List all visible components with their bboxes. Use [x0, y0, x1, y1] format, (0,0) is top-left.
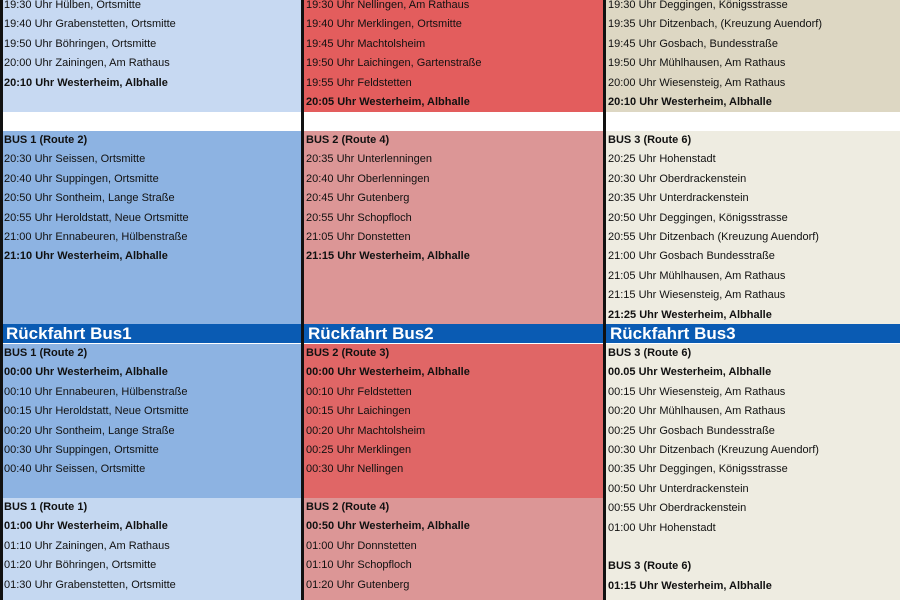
band-title-bus2: Rückfahrt Bus2 — [308, 324, 434, 343]
timetable-row: 00:35 Uhr Deggingen, Königsstrasse — [608, 463, 788, 476]
timetable-row: 01:20 Uhr Böhringen, Ortsmitte — [4, 559, 157, 572]
timetable-row: BUS 3 (Route 6) — [608, 134, 692, 146]
bus1-rueck-route1 — [2, 498, 302, 600]
timetable-row: 00:20 Uhr Mühlhausen, Am Rathaus — [608, 405, 786, 418]
timetable-row: 00:30 Uhr Nellingen — [306, 463, 404, 476]
band-title-bus1: Rückfahrt Bus1 — [6, 324, 132, 343]
timetable-row: 21:25 Uhr Westerheim, Albhalle — [608, 308, 772, 321]
timetable-row: 20:25 Uhr Hohenstadt — [608, 153, 716, 166]
timetable-row: 00:25 Uhr Merklingen — [306, 443, 412, 456]
timetable-row: 00:15 Uhr Heroldstatt, Neue Ortsmitte — [4, 405, 189, 418]
band-title-bus3: Rückfahrt Bus3 — [610, 324, 736, 343]
divider-left — [0, 0, 3, 600]
rueckfahrt-band — [0, 324, 900, 343]
timetable-row: 21:15 Uhr Wiesensteig, Am Rathaus — [608, 289, 786, 302]
timetable-row: 19:45 Uhr Machtolsheim — [306, 37, 426, 50]
timetable-row: 21:00 Uhr Gosbach Bundesstraße — [608, 250, 775, 263]
timetable-row: 00:30 Uhr Ditzenbach (Kreuzung Auendorf) — [608, 443, 819, 456]
timetable-row: 20:40 Uhr Oberlenningen — [306, 172, 430, 185]
timetable-row: 21:00 Uhr Ennabeuren, Hülbenstraße — [4, 230, 188, 243]
timetable-row: 21:05 Uhr Mühlhausen, Am Rathaus — [608, 269, 786, 282]
timetable-row: 00:40 Uhr Seissen, Ortsmitte — [4, 463, 146, 476]
bus2-hin-top — [304, 0, 604, 112]
timetable-row: 19:55 Uhr Feldstetten — [306, 76, 412, 89]
timetable-row: 01:20 Uhr Gutenberg — [306, 578, 410, 591]
timetable-row: BUS 3 (Route 6) — [608, 347, 692, 359]
timetable-row: 20:55 Uhr Schopfloch — [306, 211, 412, 224]
divider-2 — [603, 0, 606, 600]
timetable-row: 20:10 Uhr Westerheim, Albhalle — [608, 95, 772, 108]
timetable-row: 19:50 Uhr Mühlhausen, Am Rathaus — [608, 57, 786, 70]
bus1-hin-route2 — [2, 131, 302, 324]
timetable-row: 20:00 Uhr Wiesensteig, Am Rathaus — [608, 76, 786, 89]
timetable-row: 20:55 Uhr Ditzenbach (Kreuzung Auendorf) — [608, 230, 819, 243]
timetable-row: BUS 1 (Route 2) — [4, 134, 88, 146]
timetable-row: 19:35 Uhr Ditzenbach, (Kreuzung Auendorf) — [608, 18, 823, 31]
timetable-row: 20:05 Uhr Westerheim, Albhalle — [306, 95, 470, 108]
timetable-row: 01:00 Uhr Hohenstadt — [608, 521, 716, 534]
bus3-hin-top — [606, 0, 900, 112]
timetable-row: 01:10 Uhr Zainingen, Am Rathaus — [4, 539, 170, 552]
timetable-row: 19:50 Uhr Böhringen, Ortsmitte — [4, 37, 157, 50]
timetable-row: 01:15 Uhr Westerheim, Albhalle — [608, 579, 772, 592]
timetable-row: 19:45 Uhr Gosbach, Bundesstraße — [608, 37, 778, 50]
timetable-row: 01:30 Uhr Grabenstetten, Ortsmitte — [4, 578, 176, 591]
timetable-row: 00:10 Uhr Ennabeuren, Hülbenstraße — [4, 385, 188, 398]
timetable-row: 19:40 Uhr Merklingen, Ortsmitte — [306, 18, 462, 31]
timetable-row: 00:20 Uhr Machtolsheim — [306, 424, 426, 437]
timetable-row: 19:40 Uhr Grabenstetten, Ortsmitte — [4, 18, 176, 31]
timetable-row: 00.05 Uhr Westerheim, Albhalle — [608, 366, 772, 379]
timetable-row: BUS 2 (Route 3) — [306, 347, 390, 359]
bus1-rueck-route2 — [2, 344, 302, 498]
timetable-row: BUS 1 (Route 2) — [4, 347, 88, 359]
timetable-row: 00:00 Uhr Westerheim, Albhalle — [306, 366, 470, 379]
bus3-rueck-route6 — [606, 344, 900, 600]
timetable-row: 21:10 Uhr Westerheim, Albhalle — [4, 250, 168, 263]
timetable-row: 00:15 Uhr Laichingen — [306, 405, 411, 418]
divider-1 — [301, 0, 304, 600]
timetable-row: BUS 2 (Route 4) — [306, 501, 390, 513]
timetable-row: 19:30 Uhr Hülben, Ortsmitte — [4, 0, 141, 11]
timetable-row: 20:30 Uhr Oberdrackenstein — [608, 172, 747, 185]
timetable-row: 20:00 Uhr Zainingen, Am Rathaus — [4, 57, 170, 70]
timetable-row: 20:50 Uhr Sontheim, Lange Straße — [4, 192, 175, 205]
timetable-row: 20:50 Uhr Deggingen, Königsstrasse — [608, 211, 788, 224]
timetable-row: 01:00 Uhr Westerheim, Albhalle — [4, 520, 168, 533]
timetable-row: 00:55 Uhr Oberdrackenstein — [608, 502, 747, 515]
timetable-row: 20:30 Uhr Seissen, Ortsmitte — [4, 153, 146, 166]
timetable-row: 20:35 Uhr Unterlenningen — [306, 153, 432, 166]
bus2-rueck-route3 — [304, 344, 604, 498]
timetable-row: 21:05 Uhr Donstetten — [306, 230, 411, 243]
timetable-row: 19:30 Uhr Deggingen, Königsstrasse — [608, 0, 788, 11]
timetable-row: 20:45 Uhr Gutenberg — [306, 192, 410, 205]
timetable-row: 00:15 Uhr Wiesensteig, Am Rathaus — [608, 385, 786, 398]
timetable-row: 21:15 Uhr Westerheim, Albhalle — [306, 250, 470, 263]
timetable-row: 01:00 Uhr Donnstetten — [306, 539, 417, 552]
bus3-hin-route6 — [606, 131, 900, 324]
timetable-row: 00:00 Uhr Westerheim, Albhalle — [4, 366, 168, 379]
timetable-row: 20:10 Uhr Westerheim, Albhalle — [4, 76, 168, 89]
timetable-row: 00:10 Uhr Feldstetten — [306, 385, 412, 398]
timetable-row: 00:50 Uhr Unterdrackenstein — [608, 482, 749, 495]
timetable-row: 20:35 Uhr Unterdrackenstein — [608, 192, 749, 205]
timetable-row: BUS 2 (Route 4) — [306, 134, 390, 146]
bus2-hin-route4 — [304, 131, 604, 324]
timetable-row: 19:50 Uhr Laichingen, Gartenstraße — [306, 57, 482, 70]
bus2-rueck-route4 — [304, 498, 604, 600]
timetable-row: 01:10 Uhr Schopfloch — [306, 559, 412, 572]
timetable-row: 20:55 Uhr Heroldstatt, Neue Ortsmitte — [4, 211, 189, 224]
timetable-row: BUS 1 (Route 1) — [4, 501, 88, 513]
bus1-hin-top — [2, 0, 302, 112]
timetable-row: 00:20 Uhr Sontheim, Lange Straße — [4, 424, 175, 437]
timetable-row: BUS 3 (Route 6) — [608, 560, 692, 573]
timetable-row: 00:50 Uhr Westerheim, Albhalle — [306, 520, 470, 533]
timetable-row: 19:30 Uhr Nellingen, Am Rathaus — [306, 0, 470, 11]
timetable-row: 20:40 Uhr Suppingen, Ortsmitte — [4, 172, 159, 185]
timetable-row: 00:25 Uhr Gosbach Bundesstraße — [608, 424, 775, 437]
timetable-row: 00:30 Uhr Suppingen, Ortsmitte — [4, 443, 159, 456]
timetable-row — [608, 538, 900, 557]
